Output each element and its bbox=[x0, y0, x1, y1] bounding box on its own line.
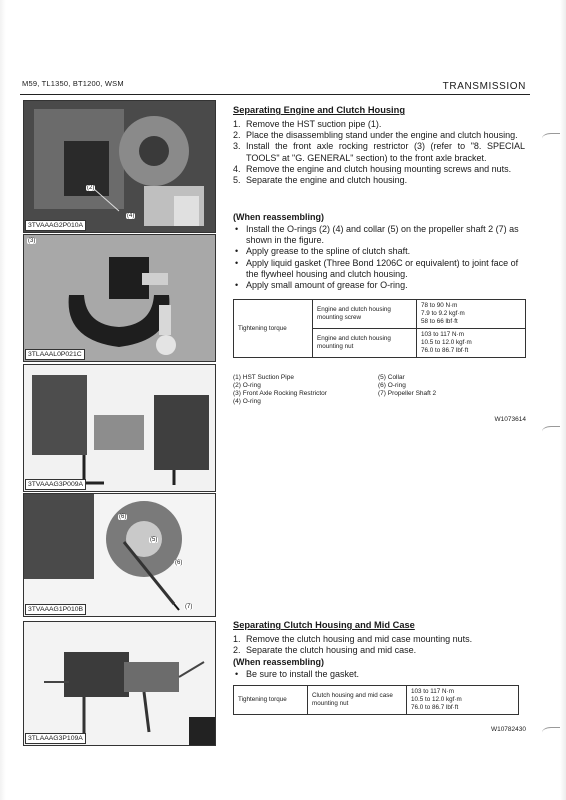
photo-label: (4) bbox=[127, 213, 135, 219]
photo-caption: 3TVAAAG2P010A bbox=[25, 220, 86, 231]
photo-engine-clutch bbox=[23, 100, 216, 233]
section-title: Separating Clutch Housing and Mid Case bbox=[233, 620, 415, 630]
torque-table bbox=[233, 299, 526, 358]
step-item: 2. Separate the clutch housing and mid case. bbox=[233, 645, 417, 656]
photo-mid-case bbox=[23, 621, 216, 746]
photo-label: (7) bbox=[185, 604, 193, 610]
photo-propeller-shaft-image bbox=[24, 494, 215, 616]
page-edge-mark bbox=[542, 133, 560, 144]
step-item: 2. Place the disassembling stand under the engine and clutch housing. bbox=[233, 130, 518, 141]
step-item: 1. Remove the HST suction pipe (1). bbox=[233, 119, 382, 129]
reassembling-heading: (When reassembling) bbox=[233, 212, 325, 222]
photo-rocking-restrictor bbox=[23, 234, 216, 362]
legend-item: (4) O-ring bbox=[233, 398, 261, 405]
step-item: 5. Separate the engine and clutch housing. bbox=[233, 175, 408, 186]
note-item: • Apply grease to the spline of clutch shaft. bbox=[233, 246, 525, 257]
header-section: TRANSMISSION bbox=[442, 81, 526, 92]
legend-left bbox=[233, 374, 327, 406]
photo-caption: 3TVAAAG1P010B bbox=[25, 604, 86, 615]
torque-label: Tightening torque bbox=[234, 686, 308, 715]
torque-item: Clutch housing and mid case mounting nut bbox=[308, 686, 407, 715]
note-item: • Apply liquid gasket (Three Bond 1206C or equivalent) to joint face of the flywheel housing and clutch housing. bbox=[233, 258, 525, 280]
section-title: Separating Engine and Clutch Housing bbox=[233, 105, 406, 115]
legend-item: (5) Collar bbox=[378, 374, 405, 381]
photo-propeller-shaft bbox=[23, 493, 216, 617]
photo-label: (3) bbox=[28, 238, 36, 244]
steps-list bbox=[233, 119, 525, 186]
photo-label: (6) bbox=[175, 560, 183, 566]
reassembling-notes bbox=[233, 669, 525, 680]
photo-caption: 3TVAAAG3P009A bbox=[25, 479, 86, 490]
page-edge-mark bbox=[542, 426, 560, 437]
legend-item: (7) Propeller Shaft 2 bbox=[378, 390, 437, 397]
note-item: • Install the O-rings (2) (4) and collar (5) on the propeller shaft 2 (7) as shown in the figure. bbox=[233, 224, 525, 246]
legend-item: (2) O-ring bbox=[233, 382, 261, 389]
step-item: 3. Install the front axle rocking restrictor (3) (refer to "8. SPECIAL TOOLS" at "G. GENERAL" section) to the front axle bracket. bbox=[233, 141, 525, 163]
photo-label: (2) bbox=[87, 185, 95, 191]
legend-item: (6) O-ring bbox=[378, 382, 406, 389]
document-code: W10782430 bbox=[490, 726, 526, 733]
torque-values: 103 to 117 N·m 10.5 to 12.0 kgf·m 76.0 to 86.7 lbf·ft bbox=[407, 686, 519, 715]
header-rule bbox=[20, 94, 530, 95]
torque-item: Engine and clutch housing mounting nut bbox=[313, 329, 417, 358]
photo-stand-image bbox=[24, 365, 215, 491]
legend-item: (3) Front Axle Rocking Restrictor bbox=[233, 390, 327, 397]
torque-item: Engine and clutch housing mounting screw bbox=[313, 300, 417, 329]
photo-engine-clutch-image bbox=[24, 101, 215, 232]
torque-values: 78 to 90 N·m 7.9 to 9.2 kgf·m 58 to 66 lbf·ft bbox=[417, 300, 526, 329]
photo-label: (5) bbox=[150, 537, 158, 543]
legend-right bbox=[378, 374, 436, 398]
reassembling-heading: (When reassembling) bbox=[233, 657, 325, 667]
page-edge-mark bbox=[542, 727, 560, 738]
header-model: M59, TL1350, BT1200, WSM bbox=[22, 79, 124, 88]
document-code: W1073614 bbox=[494, 416, 526, 423]
step-item: 1. Remove the clutch housing and mid case mounting nuts. bbox=[233, 634, 473, 644]
reassembling-notes bbox=[233, 224, 525, 291]
steps-list bbox=[233, 634, 525, 656]
photo-caption: 3TLAAAG3P109A bbox=[25, 733, 86, 744]
torque-values: 103 to 117 N·m 10.5 to 12.0 kgf·m 76.0 to 86.7 lbf·ft bbox=[417, 329, 526, 358]
photo-label: (6) bbox=[119, 514, 127, 520]
photo-mid-case-image bbox=[24, 622, 215, 745]
torque-label: Tightening torque bbox=[234, 300, 313, 358]
photo-rocking-restrictor-image bbox=[24, 235, 215, 361]
note-item: • Apply small amount of grease for O-ring. bbox=[233, 280, 525, 291]
photo-stand bbox=[23, 364, 216, 492]
note-item: • Be sure to install the gasket. bbox=[233, 669, 525, 680]
step-item: 4. Remove the engine and clutch housing mounting screws and nuts. bbox=[233, 163, 512, 174]
photo-caption: 3TLAAAL0P021C bbox=[25, 349, 85, 360]
torque-table bbox=[233, 685, 519, 715]
legend-item: (1) HST Suction Pipe bbox=[233, 374, 294, 381]
